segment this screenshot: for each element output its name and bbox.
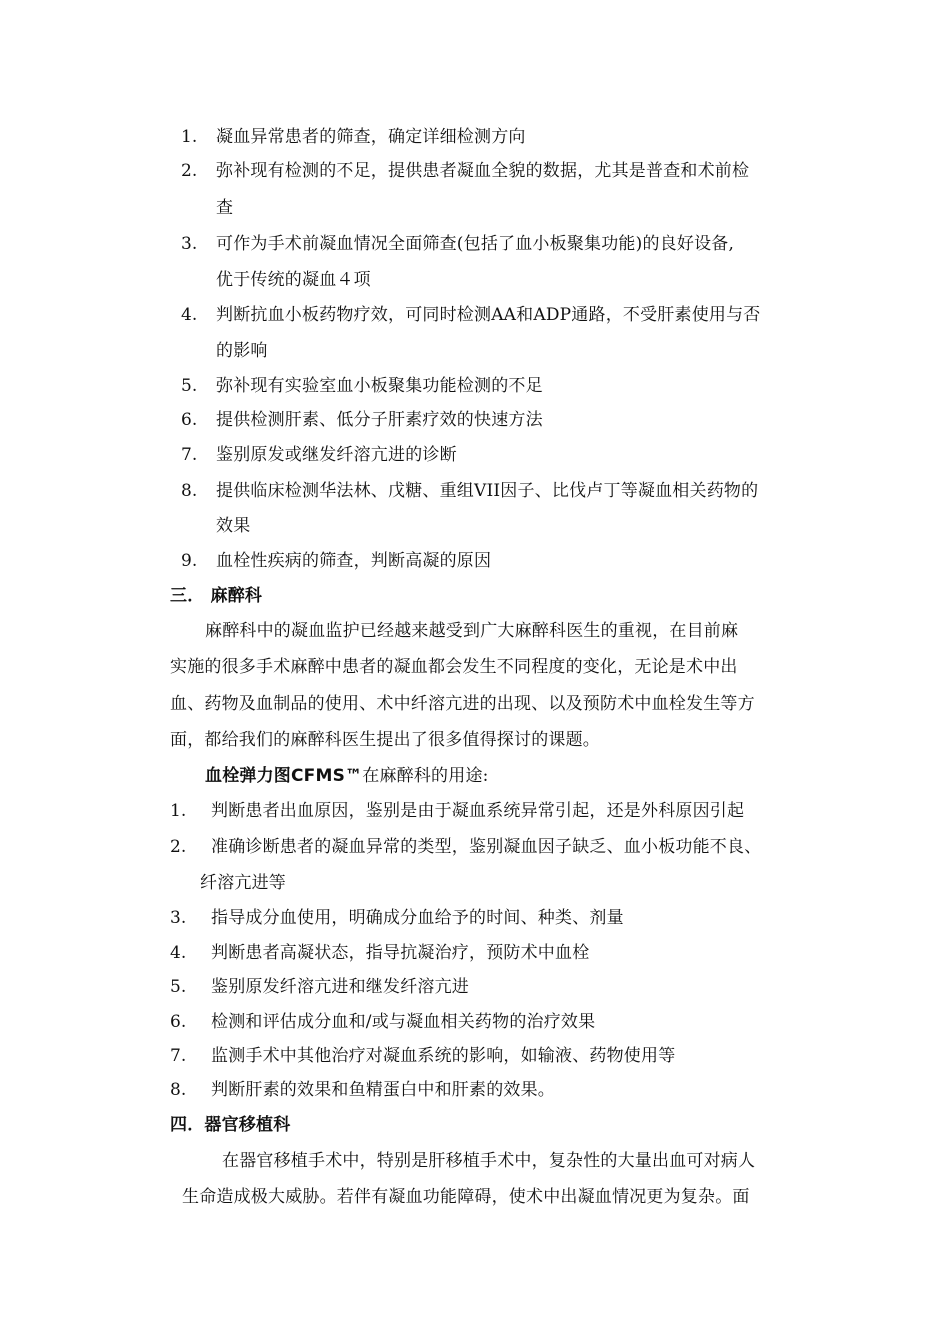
list-item-number: 6. [181, 410, 198, 430]
list-item-text: 指导成分血使用，明确成分血给予的时间、种类、剂量 [211, 908, 624, 928]
list-item-number: 7. [181, 445, 198, 465]
list-item-text: 提供临床检测华法林、戊糖、重组VII因子、比伐卢丁等凝血相关药物的 [216, 481, 759, 501]
list-item-text: 的影响 [216, 341, 268, 361]
list-item-text: 准确诊断患者的凝血异常的类型，鉴别凝血因子缺乏、血小板功能不良、 [211, 837, 762, 857]
list-item-text: 凝血异常患者的筛查，确定详细检测方向 [216, 127, 526, 147]
paragraph-line: 生命造成极大威胁。若伴有凝血功能障碍，使术中出凝血情况更为复杂。面 [182, 1187, 750, 1207]
list-item-number: 2. [170, 837, 187, 857]
list-item-number: 1. [170, 801, 187, 821]
list-item-text: 判断肝素的效果和鱼精蛋白中和肝素的效果。 [211, 1080, 555, 1100]
list-item-number: 8. [181, 481, 198, 501]
list-item-text: 效果 [216, 516, 251, 536]
section-heading: 三． 麻醉科 [170, 586, 263, 606]
list-item-text: 纤溶亢进等 [200, 873, 286, 893]
list-item-text: 优于传统的凝血４项 [216, 270, 371, 290]
list-item-number: 1. [181, 127, 198, 147]
list-item-text: 血栓性疾病的筛查，判断高凝的原因 [216, 551, 492, 571]
list-item-text: 监测手术中其他治疗对凝血系统的影响，如输液、药物使用等 [211, 1046, 676, 1066]
uses-title [205, 764, 489, 788]
paragraph-line: 实施的很多手术麻醉中患者的凝血都会发生不同程度的变化，无论是术中出 [170, 657, 738, 677]
list-item-number: 5. [181, 376, 198, 396]
list-item-text: 鉴别原发或继发纤溶亢进的诊断 [216, 445, 457, 465]
list-item-number: 4. [181, 305, 198, 325]
list-item-text: 判断抗血小板药物疗效，可同时检测AA和ADP通路，不受肝素使用与否 [216, 305, 761, 325]
list-item-number: 6. [170, 1012, 187, 1032]
list-item-text: 查 [216, 198, 234, 218]
list-item-text: 弥补现有检测的不足，提供患者凝血全貌的数据，尤其是普查和术前检 [216, 161, 750, 181]
list-item-number: 8. [170, 1080, 187, 1100]
list-item-number: 4. [170, 943, 187, 963]
list-item-number: 3. [181, 234, 198, 254]
paragraph-line: 麻醉科中的凝血监护已经越来越受到广大麻醉科医生的重视，在目前麻 [205, 621, 739, 641]
paragraph-line: 血、药物及血制品的使用、术中纤溶亢进的出现、以及预防术中血栓发生等方 [170, 694, 755, 714]
list-item-text: 鉴别原发纤溶亢进和继发纤溶亢进 [211, 977, 469, 997]
list-item-number: 2. [181, 161, 198, 181]
paragraph-line: 面，都给我们的麻醉科医生提出了很多值得探讨的课题。 [170, 730, 600, 750]
uses-title-product: 血栓弹力图CFMS™ [205, 766, 363, 786]
uses-title-rest: 在麻醉科的用途: [362, 766, 489, 786]
section-heading: 四．器官移植科 [170, 1115, 291, 1135]
list-item-text: 提供检测肝素、低分子肝素疗效的快速方法 [216, 410, 543, 430]
list-item-text: 检测和评估成分血和/或与凝血相关药物的治疗效果 [211, 1012, 596, 1032]
list-item-number: 9. [181, 551, 198, 571]
list-item-number: 3. [170, 908, 187, 928]
list-item-text: 可作为手术前凝血情况全面筛查(包括了血小板聚集功能)的良好设备, [216, 234, 735, 254]
list-item-text: 判断患者出血原因，鉴别是由于凝血系统异常引起，还是外科原因引起 [211, 801, 745, 821]
list-item-number: 5. [170, 977, 187, 997]
list-item-text: 弥补现有实验室血小板聚集功能检测的不足 [216, 376, 543, 396]
paragraph-line: 在器官移植手术中，特别是肝移植手术中，复杂性的大量出血可对病人 [222, 1151, 756, 1171]
list-item-text: 判断患者高凝状态，指导抗凝治疗，预防术中血栓 [211, 943, 590, 963]
list-item-number: 7. [170, 1046, 187, 1066]
